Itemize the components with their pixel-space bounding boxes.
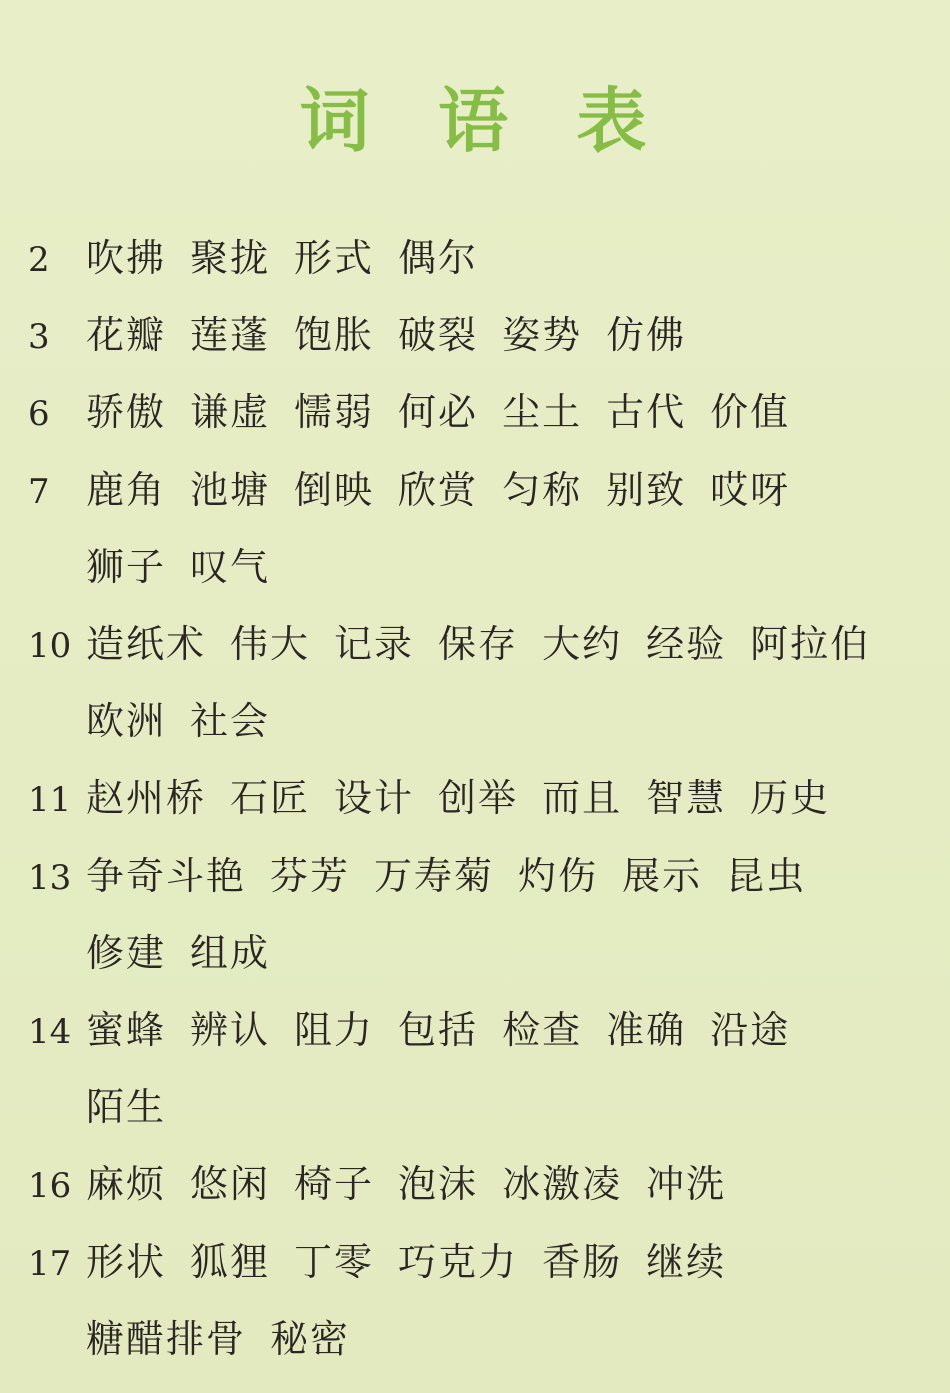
vocabulary-word: 谦虚 <box>190 390 271 434</box>
vocabulary-word: 准确 <box>606 1008 687 1052</box>
vocabulary-word: 匀称 <box>502 468 583 512</box>
page-title: 词 语 表 <box>299 80 669 162</box>
word-group <box>86 927 294 979</box>
word-group <box>86 386 814 438</box>
vocabulary-word: 倒映 <box>294 468 375 512</box>
vocabulary-word: 冰激凌 <box>502 1162 623 1206</box>
lesson-row <box>28 232 502 284</box>
vocabulary-word: 椅子 <box>294 1162 375 1206</box>
vocabulary-word: 阿拉伯 <box>750 622 871 666</box>
vocabulary-word: 组成 <box>190 931 271 975</box>
vocabulary-word: 创举 <box>438 776 519 820</box>
lesson-number: 10 <box>28 626 72 666</box>
vocabulary-word: 丁零 <box>294 1240 375 1284</box>
lesson-row <box>28 386 814 438</box>
vocabulary-word: 社会 <box>190 699 271 743</box>
vocabulary-word: 尘土 <box>502 390 583 434</box>
vocabulary-word: 狮子 <box>86 545 167 589</box>
vocabulary-word: 包括 <box>398 1008 479 1052</box>
vocabulary-word: 仿佛 <box>606 313 687 357</box>
lesson-number: 14 <box>28 1012 72 1052</box>
vocabulary-word: 昆虫 <box>726 854 807 898</box>
vocabulary-word: 糖醋排骨 <box>86 1317 247 1361</box>
vocabulary-word: 万寿菊 <box>374 854 495 898</box>
vocabulary-word: 狐狸 <box>190 1240 271 1284</box>
vocabulary-word: 叹气 <box>190 545 271 589</box>
word-group <box>86 618 894 670</box>
vocabulary-word: 别致 <box>606 468 687 512</box>
vocabulary-word: 历史 <box>750 776 831 820</box>
lesson-number: 13 <box>28 858 72 898</box>
vocabulary-word: 经验 <box>646 622 727 666</box>
vocabulary-word: 古代 <box>606 390 687 434</box>
lesson-row-continued <box>28 695 294 747</box>
vocabulary-word: 沿途 <box>710 1008 791 1052</box>
vocabulary-word: 保存 <box>438 622 519 666</box>
word-group <box>86 232 502 284</box>
word-group <box>86 1158 750 1210</box>
vocabulary-word: 蜜蜂 <box>86 1008 167 1052</box>
vocabulary-word: 破裂 <box>398 313 479 357</box>
vocabulary-word: 何必 <box>398 390 479 434</box>
vocabulary-word: 伟大 <box>230 622 311 666</box>
vocabulary-word: 懦弱 <box>294 390 375 434</box>
vocabulary-word: 修建 <box>86 931 167 975</box>
lesson-number: 6 <box>28 394 50 434</box>
lesson-row <box>28 850 830 902</box>
lesson-number: 17 <box>28 1244 72 1284</box>
word-group <box>86 309 710 361</box>
lesson-row <box>28 1004 814 1056</box>
word-group <box>86 541 294 593</box>
vocabulary-word: 哎呀 <box>710 468 791 512</box>
vocabulary-word: 辨认 <box>190 1008 271 1052</box>
vocabulary-word: 智慧 <box>646 776 727 820</box>
vocabulary-word: 鹿角 <box>86 468 167 512</box>
vocabulary-word: 花瓣 <box>86 313 167 357</box>
vocabulary-word: 造纸术 <box>86 622 207 666</box>
vocabulary-word: 大约 <box>542 622 623 666</box>
vocabulary-word: 争奇斗艳 <box>86 854 247 898</box>
vocabulary-word: 莲蓬 <box>190 313 271 357</box>
vocabulary-word: 欧洲 <box>86 699 167 743</box>
vocabulary-word: 陌生 <box>86 1085 167 1129</box>
vocabulary-word: 悠闲 <box>190 1162 271 1206</box>
vocabulary-word: 阻力 <box>294 1008 375 1052</box>
lesson-row-continued <box>28 541 294 593</box>
lesson-row <box>28 1158 750 1210</box>
word-group <box>86 464 814 516</box>
vocabulary-word: 芬芳 <box>270 854 351 898</box>
vocabulary-word: 记录 <box>334 622 415 666</box>
word-group <box>86 850 830 902</box>
lesson-row <box>28 309 710 361</box>
word-group <box>86 772 854 824</box>
lesson-number: 3 <box>28 317 50 357</box>
lesson-number: 7 <box>28 472 50 512</box>
vocabulary-word: 泡沫 <box>398 1162 479 1206</box>
vocabulary-word: 欣赏 <box>398 468 479 512</box>
vocabulary-word: 设计 <box>334 776 415 820</box>
vocabulary-word: 形式 <box>294 236 375 280</box>
lesson-row-continued <box>28 1081 190 1133</box>
lesson-number: 2 <box>28 240 50 280</box>
vocabulary-word: 形状 <box>86 1240 167 1284</box>
word-group <box>86 1313 374 1365</box>
vocabulary-word: 饱胀 <box>294 313 375 357</box>
vocabulary-word: 石匠 <box>230 776 311 820</box>
lesson-row <box>28 464 814 516</box>
vocabulary-word: 香肠 <box>542 1240 623 1284</box>
lesson-number: 16 <box>28 1166 72 1206</box>
lesson-row <box>28 772 854 824</box>
vocabulary-word: 灼伤 <box>518 854 599 898</box>
lesson-row-continued <box>28 1313 374 1365</box>
word-group <box>86 1004 814 1056</box>
vocabulary-word: 价值 <box>710 390 791 434</box>
vocabulary-word: 继续 <box>646 1240 727 1284</box>
vocabulary-word: 聚拢 <box>190 236 271 280</box>
vocabulary-word: 池塘 <box>190 468 271 512</box>
vocabulary-word: 吹拂 <box>86 236 167 280</box>
vocabulary-word: 姿势 <box>502 313 583 357</box>
vocabulary-word: 赵州桥 <box>86 776 207 820</box>
lesson-row <box>28 618 894 670</box>
vocabulary-word: 巧克力 <box>398 1240 519 1284</box>
lesson-row <box>28 1236 750 1288</box>
lesson-number: 11 <box>28 780 72 820</box>
word-group <box>86 1081 190 1133</box>
vocabulary-word: 偶尔 <box>398 236 479 280</box>
vocabulary-word: 骄傲 <box>86 390 167 434</box>
vocabulary-word: 检查 <box>502 1008 583 1052</box>
vocabulary-word: 而且 <box>542 776 623 820</box>
vocabulary-word: 秘密 <box>270 1317 351 1361</box>
lesson-row-continued <box>28 927 294 979</box>
vocabulary-word: 冲洗 <box>646 1162 727 1206</box>
word-group <box>86 695 294 747</box>
vocabulary-word: 麻烦 <box>86 1162 167 1206</box>
vocabulary-word: 展示 <box>622 854 703 898</box>
word-group <box>86 1236 750 1288</box>
